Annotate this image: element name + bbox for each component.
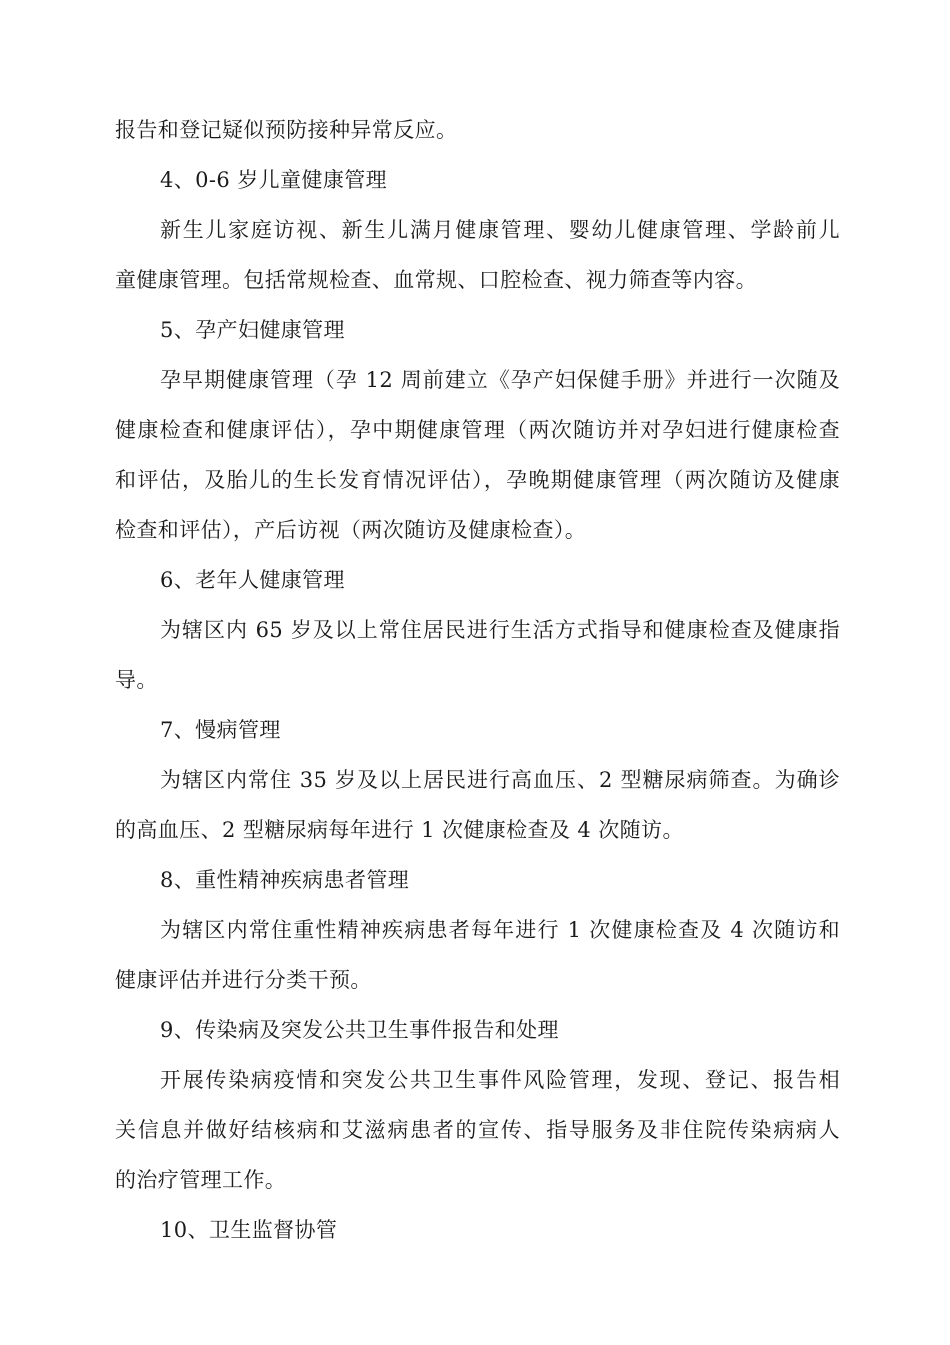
- section-heading-9: 9、传染病及突发公共卫生事件报告和处理: [160, 1018, 559, 1042]
- paragraph-line: 报告和登记疑似预防接种异常反应。: [115, 118, 458, 142]
- section-heading-5: 5、孕产妇健康管理: [160, 318, 345, 342]
- paragraph-line: 孕早期健康管理（孕 12 周前建立《孕产妇保健手册》并进行一次随及: [160, 368, 840, 392]
- paragraph-line: 为辖区内常住重性精神疾病患者每年进行 1 次健康检查及 4 次随访和: [160, 918, 840, 942]
- paragraph-line: 健康检查和健康评估），孕中期健康管理（两次随访并对孕妇进行健康检查: [115, 418, 840, 442]
- paragraph-line: 开展传染病疫情和突发公共卫生事件风险管理，发现、登记、报告相: [160, 1068, 840, 1092]
- section-heading-10: 10、卫生监督协管: [160, 1218, 338, 1242]
- paragraph-line: 关信息并做好结核病和艾滋病患者的宣传、指导服务及非住院传染病病人: [115, 1118, 840, 1142]
- paragraph-line: 的治疗管理工作。: [115, 1168, 287, 1192]
- paragraph-line: 为辖区内 65 岁及以上常住居民进行生活方式指导和健康检查及健康指: [160, 618, 840, 642]
- section-heading-8: 8、重性精神疾病患者管理: [160, 868, 410, 892]
- paragraph-line: 和评估，及胎儿的生长发育情况评估），孕晚期健康管理（两次随访及健康: [115, 468, 840, 492]
- paragraph-line: 的高血压、2 型糖尿病每年进行 1 次健康检查及 4 次随访。: [115, 818, 684, 842]
- paragraph-line: 健康评估并进行分类干预。: [115, 968, 372, 992]
- paragraph-line: 导。: [115, 668, 158, 692]
- section-heading-6: 6、老年人健康管理: [160, 568, 345, 592]
- section-heading-4: 4、0-6 岁儿童健康管理: [160, 168, 388, 192]
- paragraph-line: 检查和评估），产后访视（两次随访及健康检查）。: [115, 518, 587, 542]
- section-heading-7: 7、慢病管理: [160, 718, 281, 742]
- paragraph-line: 新生儿家庭访视、新生儿满月健康管理、婴幼儿健康管理、学龄前儿: [160, 218, 840, 242]
- paragraph-line: 童健康管理。包括常规检查、血常规、口腔检查、视力筛查等内容。: [115, 268, 757, 292]
- paragraph-line: 为辖区内常住 35 岁及以上居民进行高血压、2 型糖尿病筛查。为确诊: [160, 768, 840, 792]
